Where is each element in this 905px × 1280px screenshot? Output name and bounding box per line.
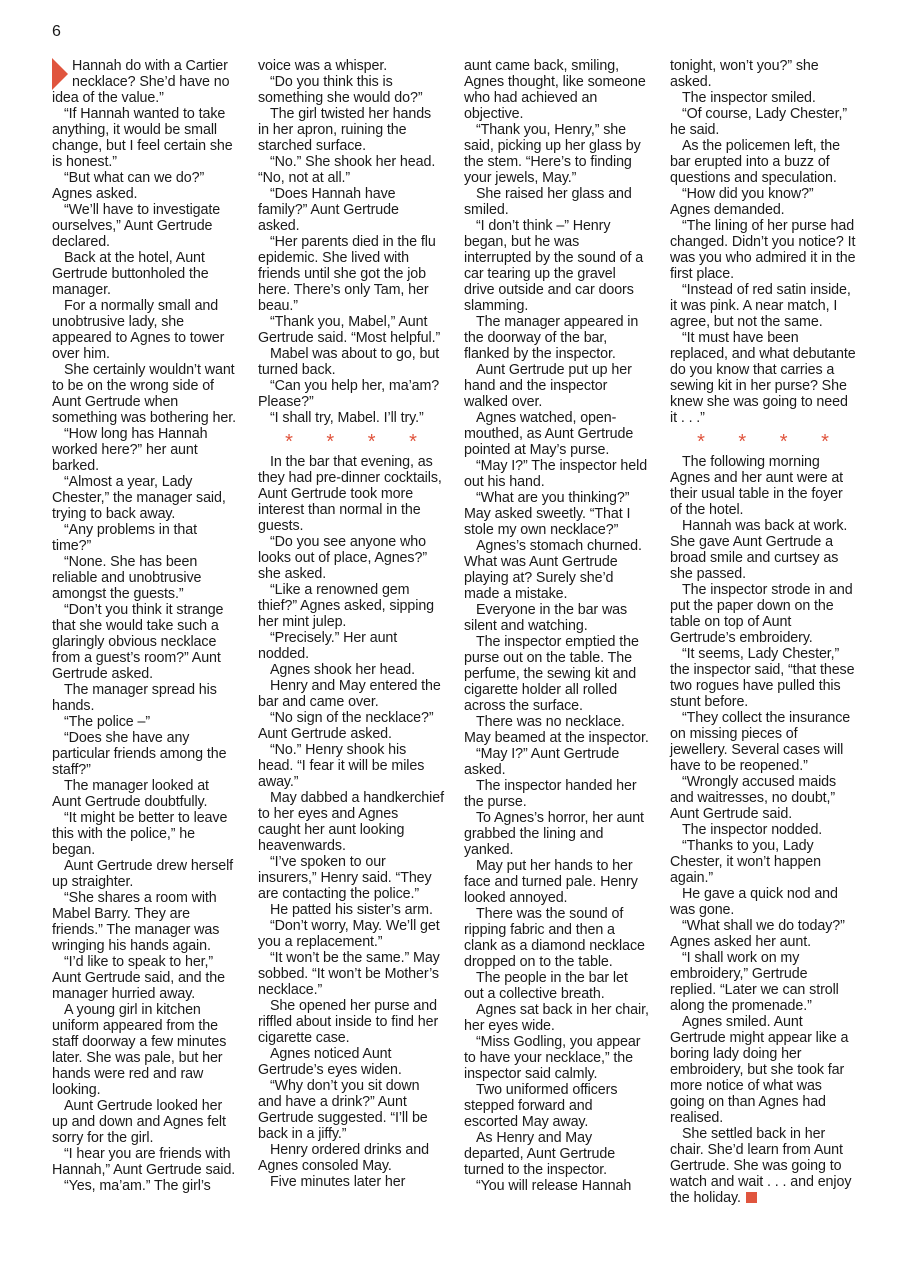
paragraph: She certainly wouldn’t want to be on the wrong side of Aunt Gertrude when something was bothering her. — [52, 362, 236, 426]
story-end-square-icon — [746, 1192, 757, 1203]
paragraph: The people in the bar let out a collective breath. — [464, 970, 628, 1002]
paragraph: Henry and May entered the bar and came over. — [258, 678, 441, 710]
paragraph: “Why don’t you sit down and have a drink?” Aunt Gertrude suggested. “I’ll be back in a jiffy.” — [258, 1078, 428, 1142]
paragraph: “You will release Hannah — [476, 1178, 632, 1194]
paragraph: “Yes, ma’am.” The girl’s — [64, 1178, 211, 1194]
paragraph: Aunt Gertrude looked her up and down and Agnes felt sorry for the girl. — [52, 1098, 226, 1146]
paragraph: “The lining of her purse had changed. Didn’t you notice? It was you who admired it in the first place. — [670, 218, 856, 282]
paragraph: “The police –” — [64, 714, 151, 730]
paragraph: There was the sound of ripping fabric and then a clank as a diamond necklace dropped on to the table. — [464, 906, 645, 970]
paragraph: Agnes sat back in her chair, her eyes wide. — [464, 1002, 649, 1034]
paragraph: Agnes noticed Aunt Gertrude’s eyes widen. — [258, 1046, 402, 1078]
story-column-1 — [52, 58, 238, 1194]
paragraph: “Does Hannah have family?” Aunt Gertrude asked. — [258, 186, 399, 234]
paragraph: “Miss Godling, you appear to have your necklace,” the inspector said calmly. — [464, 1034, 641, 1082]
paragraph: Two uniformed officers stepped forward and escorted May away. — [464, 1082, 618, 1130]
paragraph: “May I?” Aunt Gertrude asked. — [464, 746, 620, 778]
paragraph: “Thanks to you, Lady Chester, it won’t happen again.” — [670, 838, 821, 886]
paragraph: “Thank you, Henry,” she said, picking up her glass by the stem. “Here’s to finding your jewels, May.” — [464, 122, 641, 186]
paragraph: She raised her glass and smiled. — [464, 186, 632, 218]
paragraph: “We’ll have to investigate ourselves,” Aunt Gertrude declared. — [52, 202, 221, 250]
paragraph: The inspector nodded. — [682, 822, 823, 838]
story-column-2 — [258, 58, 444, 1190]
paragraph: May put her hands to her face and turned pale. Henry looked annoyed. — [464, 858, 638, 906]
paragraph: The inspector strode in and put the paper down on the table on top of Aunt Gertrude’s embroidery. — [670, 582, 853, 646]
paragraph: Hannah do with a Cartier necklace? She’d have no idea of the value.” — [52, 58, 230, 106]
paragraph: “Like a renowned gem thief?” Agnes asked, sipping her mint julep. — [258, 582, 435, 630]
paragraph — [670, 1126, 856, 1206]
paragraph: “But what can we do?” Agnes asked. — [52, 170, 205, 202]
paragraph: “It won’t be the same.” May sobbed. “It won’t be Mother’s necklace.” — [258, 950, 440, 998]
paragraph: In the bar that evening, as they had pre-dinner cocktails, Aunt Gertrude took more interest than normal in the guests. — [258, 454, 442, 534]
paragraph: “I’ve spoken to our insurers,” Henry said. “They are contacting the police.” — [258, 854, 432, 902]
section-divider-stars: * * * * — [285, 431, 431, 453]
paragraph: “Thank you, Mabel,” Aunt Gertrude said. “Most helpful.” — [258, 314, 441, 346]
paragraph: “Do you see anyone who looks out of place, Agnes?” she asked. — [258, 534, 427, 582]
paragraph: Everyone in the bar was silent and watching. — [464, 602, 628, 634]
paragraph: “It might be better to leave this with the police,” he began. — [52, 810, 228, 858]
paragraph: Henry ordered drinks and Agnes consoled May. — [258, 1142, 429, 1174]
paragraph: The manager appeared in the doorway of the bar, flanked by the inspector. — [464, 314, 639, 362]
paragraph: The following morning Agnes and her aunt were at their usual table in the foyer of the hotel. — [670, 454, 844, 518]
paragraph: Back at the hotel, Aunt Gertrude buttonholed the manager. — [52, 250, 209, 298]
paragraph: “I shall work on my embroidery,” Gertrude replied. “Later we can stroll along the promenade.” — [670, 950, 839, 1014]
paragraph: “It must have been replaced, and what debutante do you know that carries a sewing kit in her purse? She knew she was going to need it . . .” — [670, 330, 856, 426]
paragraph: “Her parents died in the flu epidemic. She lived with friends until she got the job here. There’s only Tam, her beau.” — [258, 234, 436, 314]
paragraph: “I’d like to speak to her,” Aunt Gertrude said, and the manager hurried away. — [52, 954, 225, 1002]
paragraph: “Can you help her, ma’am? Please?” — [258, 378, 440, 410]
paragraph: “If Hannah wanted to take anything, it would be small change, but I feel certain she is honest.” — [52, 106, 233, 170]
paragraph: “Almost a year, Lady Chester,” the manager said, trying to back away. — [52, 474, 226, 522]
paragraph: Hannah was back at work. She gave Aunt Gertrude a broad smile and curtsey as she passed. — [670, 518, 848, 582]
paragraph: A young girl in kitchen uniform appeared from the staff doorway a few minutes later. She was pale, but her hands were red and raw looking. — [52, 1002, 227, 1098]
story-start-triangle-icon — [52, 58, 68, 90]
paragraph: Aunt Gertrude drew herself up straighter. — [52, 858, 234, 890]
paragraph: “Of course, Lady Chester,” he said. — [670, 106, 848, 138]
paragraph: Five minutes later her — [270, 1174, 406, 1190]
paragraph: Agnes smiled. Aunt Gertrude might appear like a boring lady doing her embroidery, but she took far more notice of what was going on than Agnes had realised. — [670, 1014, 849, 1126]
paragraph: As the policemen left, the bar erupted into a buzz of questions and speculation. — [670, 138, 840, 186]
paragraph: “I don’t think –” Henry began, but he was interrupted by the sound of a car tearing up the gravel drive outside and car doors slamming. — [464, 218, 644, 314]
paragraph: “No.” She shook her head. “No, not at all.” — [258, 154, 436, 186]
paragraph: “No sign of the necklace?” Aunt Gertrude asked. — [258, 710, 434, 742]
paragraph: “I hear you are friends with Hannah,” Aunt Gertrude said. — [52, 1146, 236, 1178]
paragraph: voice was a whisper. — [258, 58, 388, 74]
paragraph: The inspector emptied the purse out on the table. The perfume, the sewing kit and cigarette holder all rolled across the surface. — [464, 634, 639, 714]
paragraph: Agnes shook her head. — [270, 662, 415, 678]
paragraph: Aunt Gertrude put up her hand and the inspector walked over. — [464, 362, 632, 410]
paragraph-text: She settled back in her chair. She’d learn from Aunt Gertrude. She was going to watch and wait . . . and enjoy the holiday. — [670, 1126, 852, 1206]
story-column-3 — [464, 58, 650, 1194]
paragraph: For a normally small and unobtrusive lady, she appeared to Agnes to tower over him. — [52, 298, 225, 362]
paragraph: “They collect the insurance on missing pieces of jewellery. Several cases will have to be reopened.” — [670, 710, 851, 774]
paragraph: “Does she have any particular friends among the staff?” — [52, 730, 227, 778]
paragraph: tonight, won’t you?” she asked. — [670, 58, 819, 90]
paragraph: May dabbed a handkerchief to her eyes and Agnes caught her aunt looking heavenwards. — [258, 790, 444, 854]
paragraph: “I shall try, Mabel. I’ll try.” — [270, 410, 424, 426]
paragraph: “None. She has been reliable and unobtrusive amongst the guests.” — [52, 554, 202, 602]
paragraph: He patted his sister’s arm. — [270, 902, 433, 918]
paragraph: “Don’t worry, May. We’ll get you a replacement.” — [258, 918, 440, 950]
paragraph: Agnes’s stomach churned. What was Aunt Gertrude playing at? Surely she’d made a mistake. — [464, 538, 642, 602]
paragraph: “Do you think this is something she would do?” — [258, 74, 423, 106]
paragraph: “What are you thinking?” May asked sweetly. “That I stole my own necklace?” — [464, 490, 631, 538]
paragraph: “May I?” The inspector held out his hand. — [464, 458, 648, 490]
paragraph: “Don’t you think it strange that she would take such a glaringly obvious necklace from a guest’s room?” Aunt Gertrude asked. — [52, 602, 224, 682]
paragraph: “What shall we do today?” Agnes asked her aunt. — [670, 918, 845, 950]
paragraph: Agnes watched, open-mouthed, as Aunt Gertrude pointed at May’s purse. — [464, 410, 634, 458]
paragraph: “Wrongly accused maids and waitresses, no doubt,” Aunt Gertrude said. — [670, 774, 837, 822]
paragraph: “How did you know?” Agnes demanded. — [670, 186, 814, 218]
paragraph: “Any problems in that time?” — [52, 522, 197, 554]
paragraph: “No.” Henry shook his head. “I fear it will be miles away.” — [258, 742, 425, 790]
paragraph: To Agnes’s horror, her aunt grabbed the lining and yanked. — [464, 810, 644, 858]
paragraph: “Instead of red satin inside, it was pink. A near match, I agree, but not the same. — [670, 282, 851, 330]
page-number: 6 — [52, 23, 61, 40]
paragraph: “It seems, Lady Chester,” the inspector said, “that these two rogues have pulled this stunt before. — [670, 646, 855, 710]
paragraph: The manager spread his hands. — [52, 682, 217, 714]
paragraph: “How long has Hannah worked here?” her aunt barked. — [52, 426, 208, 474]
paragraph: Mabel was about to go, but turned back. — [258, 346, 440, 378]
paragraph: The girl twisted her hands in her apron, ruining the starched surface. — [258, 106, 432, 154]
paragraph: “Precisely.” Her aunt nodded. — [258, 630, 398, 662]
paragraph: He gave a quick nod and was gone. — [670, 886, 838, 918]
paragraph: The inspector handed her the purse. — [464, 778, 637, 810]
paragraph: The inspector smiled. — [682, 90, 816, 106]
paragraph: As Henry and May departed, Aunt Gertrude turned to the inspector. — [464, 1130, 616, 1178]
paragraph: “She shares a room with Mabel Barry. They are friends.” The manager was wringing his hands again. — [52, 890, 220, 954]
paragraph: The manager looked at Aunt Gertrude doubtfully. — [52, 778, 209, 810]
story-column-4 — [670, 58, 856, 1206]
paragraph: There was no necklace. May beamed at the inspector. — [464, 714, 649, 746]
paragraph: aunt came back, smiling, Agnes thought, like someone who had achieved an objective. — [464, 58, 646, 122]
section-divider-stars: * * * * — [697, 431, 843, 453]
paragraph: She opened her purse and riffled about inside to find her cigarette case. — [258, 998, 439, 1046]
